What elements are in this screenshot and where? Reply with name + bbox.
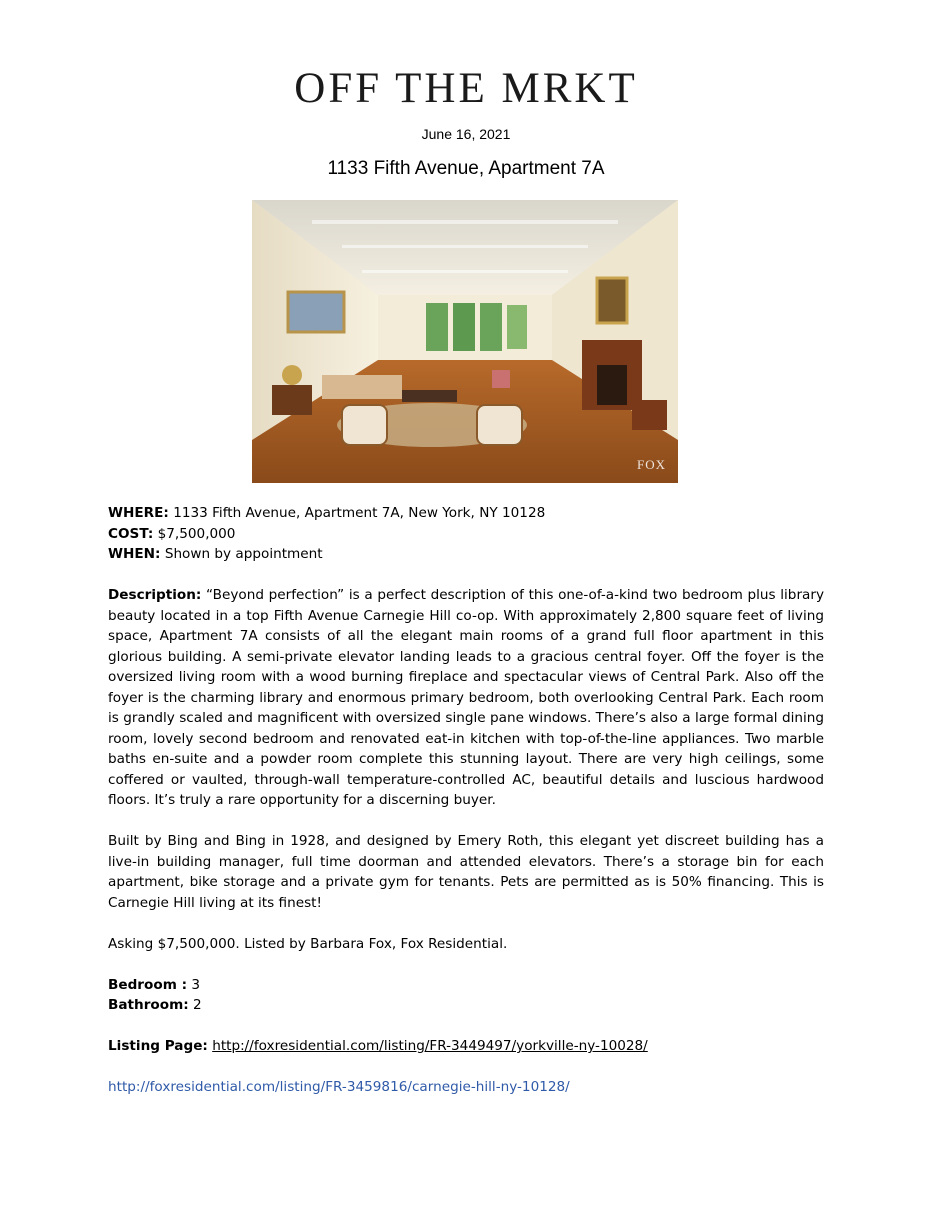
bathroom-line [108, 995, 824, 1016]
bedroom-value: 3 [191, 976, 201, 993]
article-body [108, 503, 824, 1098]
building-paragraph: Built by Bing and Bing in 1928, and designed by Emery Roth, this elegant yet discreet building has a live-in building manager, full time doorman and attended elevators. There’s a storage bin for each apartment, bike storage and a private gym for tenants. Pets are permitted as is 50% financing. This is Carnegie Hill living at its finest! [108, 833, 824, 911]
listing-line [108, 1036, 824, 1057]
when-line [108, 544, 824, 565]
photo-watermark: FOX [636, 457, 666, 472]
when-label: WHEN: [108, 546, 161, 562]
listing-photo [252, 200, 678, 483]
cost-line [108, 524, 824, 545]
when-value: Shown by appointment [164, 546, 323, 562]
where-value: 1133 Fifth Avenue, Apartment 7A, New York, NY 10128 [173, 505, 546, 521]
bedroom-label: Bedroom : [108, 976, 188, 993]
publish-date: June 16, 2021 [421, 126, 511, 142]
bedroom-line [108, 975, 824, 996]
masthead-title: OFF THE MRKT [294, 65, 638, 112]
cost-label: COST: [108, 525, 154, 542]
bathroom-label: Bathroom: [108, 997, 189, 1013]
article-headline: 1133 Fifth Avenue, Apartment 7A [327, 158, 605, 179]
carnegie-hill-listing-link[interactable]: http://foxresidential.com/listing/FR-3459816/carnegie-hill-ny-10128/ [108, 1079, 570, 1095]
description-text: “Beyond perfection” is a perfect description of this one-of-a-kind two bedroom plus library beauty located in a top Fifth Avenue Carnegie Hill co-op. With approximately 2,800 square feet of living space, Apartment 7A consists of all the elegant main rooms of a grand full floor apartment in this glorious building. A semi-private elevator landing leads to a gracious central foyer. Off the foyer is the oversized living room with a wood burning fireplace and spectacular views of Central Park. Also off the foyer is the charming library and enormous primary bedroom, both overlooking Central Park. Each room is grandly scaled and magnificent with oversized single pane windows. There’s also a large formal dining room, lovely second bedroom and renovated eat-in kitchen with top-of-the-line appliances. Two marble baths en-suite and a powder room complete this stunning layout. There are very high ceilings, some coffered or vaulted, through-wall temperature-controlled AC, beautiful details and luscious hardwood floors. It’s truly a rare opportunity for a discerning buyer. [108, 587, 824, 808]
where-label: WHERE: [108, 505, 169, 521]
where-line [108, 503, 824, 524]
cost-value: $7,500,000 [157, 525, 236, 542]
description-label: Description: [108, 587, 202, 603]
listing-label: Listing Page: [108, 1038, 208, 1054]
listing-page-link[interactable]: http://foxresidential.com/listing/FR-3449497/yorkville-ny-10028/ [212, 1038, 648, 1054]
secondary-link-line [108, 1077, 824, 1098]
living-room-illustration [252, 200, 678, 483]
description-paragraph [108, 585, 824, 811]
bathroom-value: 2 [193, 997, 202, 1013]
asking-paragraph: Asking $7,500,000. Listed by Barbara Fox, Fox Residential. [108, 935, 508, 952]
